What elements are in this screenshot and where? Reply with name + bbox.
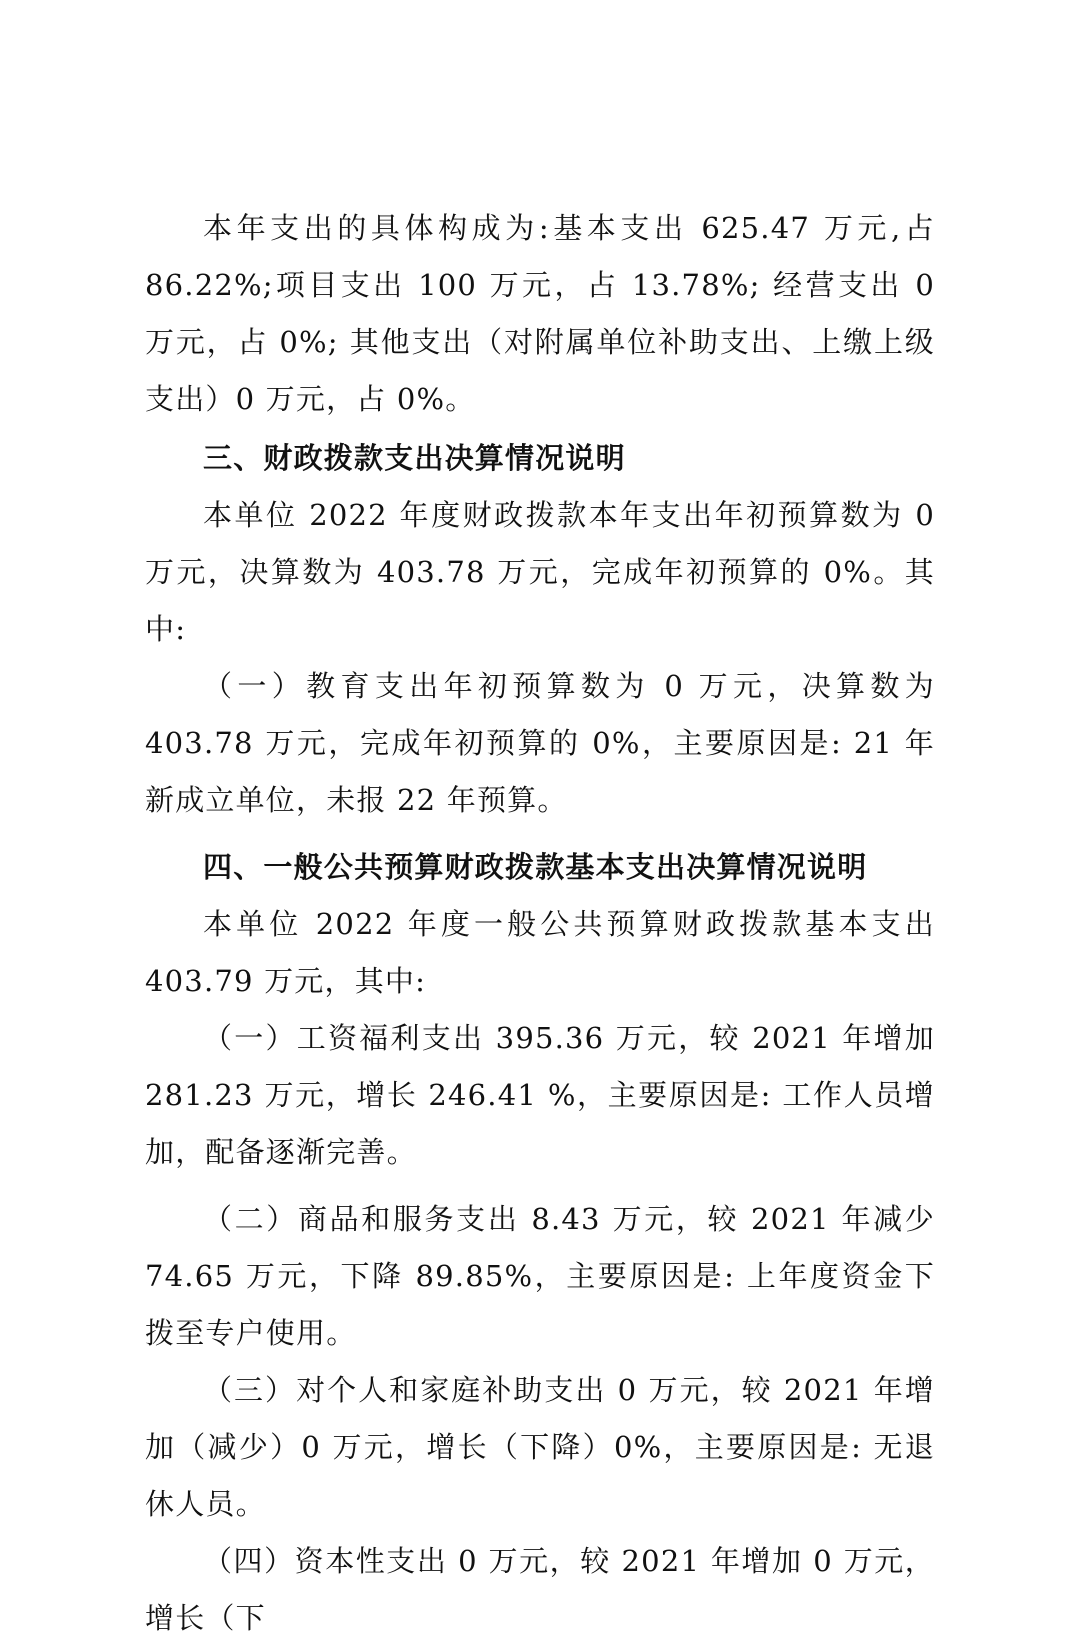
paragraph-4-2: （二）商品和服务支出 8.43 万元，较 2021 年减少 74.65 万元，下降 89.85%，主要原因是: 上年度资金下拨至专户使用。 [145,1202,935,1350]
paragraph-4-4: （四）资本性支出 0 万元，较 2021 年增加 0 万元，增长（下 [145,1544,935,1635]
paragraph-expenditure-composition: 本年支出的具体构成为:基本支出 625.47 万元,占 86.22%;项目支出 100 万元，占 13.78%; 经营支出 0 万元，占 0%; 其他支出（对附属单位补助支出、上缴上级支出）0 万元，占 0%。 [145,211,935,416]
section-heading-4: 四、一般公共预算财政拨款基本支出决算情况说明 [203,850,868,884]
paragraph-3-intro: 本单位 2022 年度财政拨款本年支出年初预算数为 0 万元，决算数为 403.78 万元，完成年初预算的 0%。其中: [145,498,935,646]
paragraph-4-3: （三）对个人和家庭补助支出 0 万元，较 2021 年增加（减少）0 万元，增长（下降）0%，主要原因是: 无退休人员。 [145,1373,935,1521]
document-body [145,200,935,1647]
paragraph-4-intro: 本单位 2022 年度一般公共预算财政拨款基本支出 403.79 万元，其中: [145,907,935,998]
section-heading-3: 三、财政拨款支出决算情况说明 [203,441,626,475]
paragraph-3-1: （一）教育支出年初预算数为 0 万元，决算数为 403.78 万元，完成年初预算的 0%，主要原因是: 21 年新成立单位，未报 22 年预算。 [145,669,935,817]
paragraph-4-1: （一）工资福利支出 395.36 万元，较 2021 年增加 281.23 万元，增长 246.41 %，主要原因是: 工作人员增加，配备逐渐完善。 [145,1021,935,1169]
